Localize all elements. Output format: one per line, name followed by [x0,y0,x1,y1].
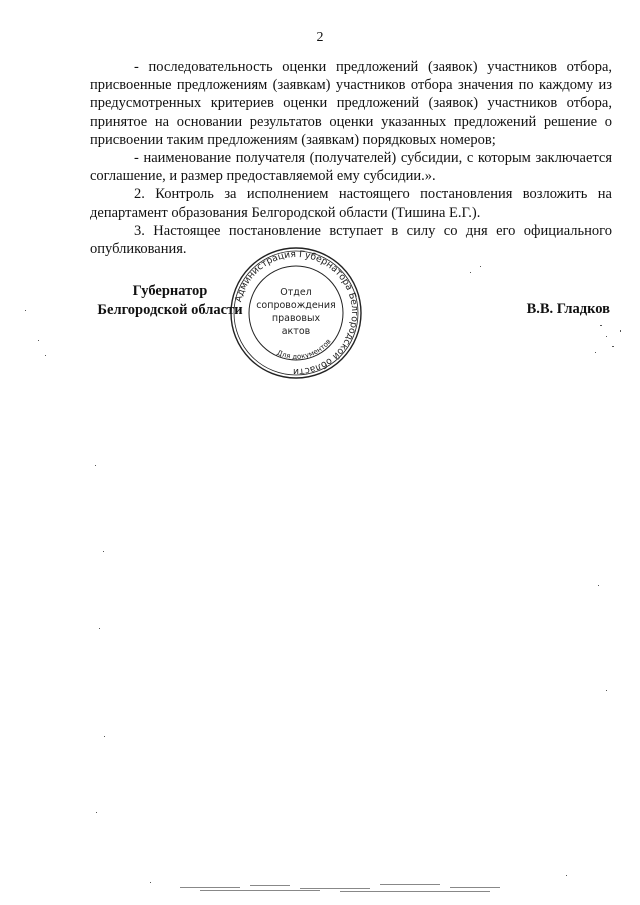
stamp-inner-line-1: Отдел [280,287,312,298]
position-line-governor: Губернатор [132,283,208,299]
paragraph-effective-date: 3. Настоящее постановление вступает в силу со дня его официального опубликования. [90,222,612,258]
stamp-inner-line-4: актов [281,326,311,337]
stamp-inner-line-3: правовых [271,313,321,324]
paragraph-control: 2. Контроль за исполнением настоящего постановления возложить на департамент образования Белгородской области (Тишина Е.Г.). [90,186,612,221]
page-number: 2 [316,30,324,45]
stamp-bottom-text: Для документов [275,337,333,361]
position-line-region: Белгородской области [97,302,243,318]
paragraph-recipient: - наименование получателя (получателей) субсидии, с которым заключается соглашение, и размер предоставляемой ему субсидии.». [90,150,612,185]
paragraph-criteria: - последовательность оценки предложений (заявок) участников отбора, присвоенные предложениям (заявкам) участников отбора значения по каждому из предусмотренных критериев оценки предложений (заявок) участников отбора, принятое на основании результатов оценки указанных предложений решение о присвоении таким предложениям (заявкам) порядковых номеров; [90,59,612,148]
stamp-outer-text: Администрация Губернатора Белгородской области [233,248,361,378]
stamp-inner-line-2: сопровождения [256,300,336,311]
signatory-name: В.В. Гладков [526,301,610,317]
